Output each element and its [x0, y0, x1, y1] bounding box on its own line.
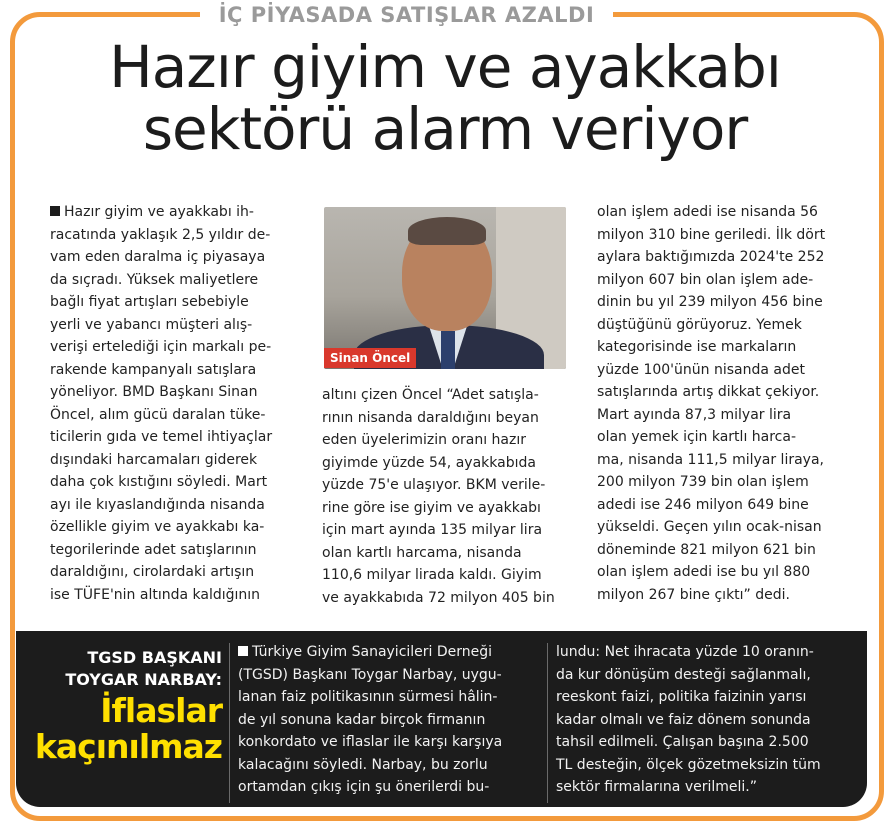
text-line: da sıçradı. Yüksek maliyetlere — [50, 271, 259, 288]
article-column-2 — [322, 384, 582, 609]
text-line: daraldığını, cirolardaki artışın — [50, 564, 255, 580]
text-line: özellikle giyim ve ayakkabı ka- — [50, 519, 265, 535]
text-line: Hazır giyim ve ayakkabı ih- — [50, 201, 310, 224]
text-line: verişi ertelediği için markalı pe- — [50, 339, 272, 355]
text-line: rakende kampanyalı satışlara — [50, 361, 257, 378]
text-line: altını çizen Öncel “Adet satışla- — [322, 387, 539, 403]
text-line: döneminde 821 milyon 621 bin — [597, 541, 816, 558]
text-line: tegorilerinde adet satışlarının — [50, 541, 257, 558]
text-line: olan işlem adedi ise nisanda 56 — [597, 204, 818, 220]
headline-line-2: sektörü alarm veriyor — [142, 95, 748, 163]
sidebar-column-1 — [238, 641, 538, 799]
text-line: da kur dönüşüm desteği sağlanmalı, — [556, 666, 811, 683]
text-line: rının nisanda daraldığını beyan — [322, 409, 539, 426]
text-line: 200 milyon 739 bin olan işlem — [597, 474, 809, 490]
text-line: rine göre ise giyim ve ayakkabı — [322, 499, 541, 516]
text-line: kategorisinde ise markaların — [597, 339, 797, 355]
text-line: lundu: Net ihracata yüzde 10 oranın- — [556, 644, 814, 660]
text-line: vam eden daralma iç piyasaya — [50, 249, 266, 265]
text-line: milyon 267 bine çıktı” dedi. — [597, 586, 790, 603]
text-line: ma, nisanda 111,5 milyar liraya, — [597, 451, 824, 468]
headline-line-1: Hazır giyim ve ayakkabı — [109, 33, 781, 101]
text-line: aylara baktığımızda 2024'te 252 — [597, 249, 825, 265]
text-line: kadar olmalı ve faiz dönem sonunda — [556, 711, 811, 728]
text-line: olan yemek için kartlı harca- — [597, 429, 797, 445]
text-line: lanan faiz politikasının sürmesi hâlin- — [238, 689, 498, 705]
column-divider — [229, 643, 230, 803]
sidebar-title: TGSD BAŞKANI TOYGAR NARBAY: — [65, 648, 222, 689]
text-line: bağlı fiyat artışları sebebiyle — [50, 294, 249, 310]
text-line: yüzde 100'ünün nisanda adet — [597, 361, 805, 378]
text-line: milyon 310 bine geriledi. İlk dört — [597, 226, 826, 243]
text-line: yerli ve yabancı müşteri alış- — [50, 316, 253, 333]
text-line: satışlarında artış dikkat çekiyor. — [597, 384, 820, 400]
photo-caption: Sinan Öncel — [324, 348, 416, 368]
text-line: ortamdan çıkış için şu önerilerdi bu- — [238, 779, 490, 795]
text-line: dışındaki harcamaları giderek — [50, 451, 258, 468]
text-line: yöneliyor. BMD Başkanı Sinan — [50, 384, 258, 400]
kicker: İÇ PİYASADA SATIŞLAR AZALDI — [200, 0, 613, 30]
text-line: yükseldi. Geçen yılın ocak-nisan — [597, 519, 822, 535]
text-line: ise TÜFE'nin altında kaldığının — [50, 586, 261, 603]
text-line: Mart ayında 87,3 milyar lira — [597, 406, 792, 423]
text-line: de yıl sonuna kadar birçok firmanın — [238, 711, 486, 728]
article-column-1 — [50, 201, 310, 606]
sidebar-column-2 — [556, 641, 856, 799]
text-line: düştüğünü görüyoruz. Yemek — [597, 316, 802, 333]
text-line: daha çok kıstığını söyledi. Mart — [50, 474, 268, 490]
text-line: tahsil edilmeli. Çalışan başına 2.500 — [556, 734, 809, 750]
text-line: (TGSD) Başkanı Toygar Narbay, uygu- — [238, 666, 502, 683]
paragraph-marker-icon — [50, 206, 60, 216]
text-line: giyimde yüzde 54, ayakkabıda — [322, 454, 536, 471]
text-line: konkordato ve iflaslar ile karşı karşıya — [238, 734, 503, 750]
text-line: racatında yaklaşık 2,5 yıldır de- — [50, 226, 271, 243]
text-line: TL desteğin, ölçek gözetmeksizin tüm — [556, 756, 821, 773]
text-line: sektör firmalarına verilmeli.” — [556, 779, 758, 795]
text-line: ticilerin gıda ve temel ihtiyaçlar — [50, 429, 273, 445]
text-line: olan işlem adedi ise bu yıl 880 — [597, 564, 811, 580]
text-line: eden üyelerimizin oranı hazır — [322, 432, 527, 448]
text-line: reeskont faizi, politika faizinin yarısı — [556, 689, 807, 705]
portrait-photo — [324, 207, 566, 369]
text-line: Türkiye Giyim Sanayicileri Derneği — [238, 641, 538, 664]
text-line: adedi ise 246 milyon 649 bine — [597, 496, 809, 513]
sidebar-headline: İflaslar kaçınılmaz — [34, 691, 222, 766]
paragraph-marker-icon — [238, 646, 248, 656]
text-line: olan kartlı harcama, nisanda — [322, 544, 522, 561]
text-line: ayı ile kıyaslandığında nisanda — [50, 496, 265, 513]
text-line: ve ayakkabıda 72 milyon 405 bin — [322, 589, 555, 606]
column-divider — [547, 643, 548, 803]
text-line: için mart ayında 135 milyar lira — [322, 522, 543, 538]
text-line: kalacağını söyledi. Narbay, bu zorlu — [238, 756, 488, 773]
text-line: 110,6 milyar lirada kaldı. Giyim — [322, 567, 542, 583]
headline — [20, 33, 870, 163]
article-column-3 — [597, 201, 855, 606]
text-line: milyon 607 bin olan işlem ade- — [597, 271, 814, 288]
text-line: dinin bu yıl 239 milyon 456 bine — [597, 294, 823, 310]
text-line: Öncel, alım gücü daralan tüke- — [50, 406, 266, 423]
text-line: yüzde 75'e ulaşıyor. BKM verile- — [322, 477, 546, 493]
